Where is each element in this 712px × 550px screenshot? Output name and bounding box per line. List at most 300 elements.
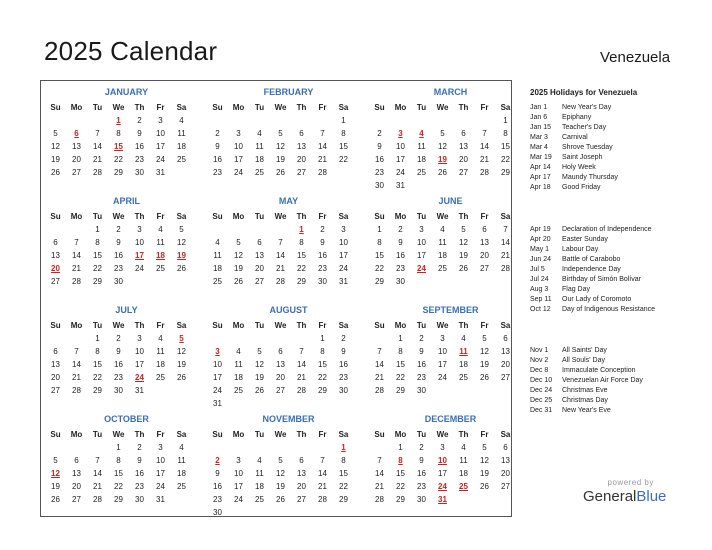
empty-cell xyxy=(45,223,66,236)
day-cell: 1 xyxy=(320,334,325,343)
holiday-date: Dec 25 xyxy=(530,397,553,404)
holiday-date: Apr 18 xyxy=(530,184,551,191)
weekday-header: We xyxy=(436,212,449,221)
month-days-grid xyxy=(45,319,192,397)
empty-cell xyxy=(270,332,291,345)
weekday-header: Mo xyxy=(232,212,245,221)
day-cell: 26 xyxy=(234,277,243,286)
day-cell: 6 xyxy=(299,456,304,465)
weekday-header: Mo xyxy=(394,430,407,439)
day-cell: 28 xyxy=(318,168,327,177)
day-cell: 8 xyxy=(341,456,346,465)
day-cell: 5 xyxy=(440,129,445,138)
day-cell: 4 xyxy=(257,129,262,138)
day-cell: 20 xyxy=(276,373,285,382)
weekday-header: We xyxy=(274,212,287,221)
holiday-day: 11 xyxy=(459,347,468,356)
empty-cell xyxy=(249,223,270,236)
day-cell: 15 xyxy=(375,251,384,260)
day-cell: 16 xyxy=(135,469,144,478)
day-cell: 27 xyxy=(459,168,468,177)
day-cell: 11 xyxy=(438,238,447,247)
day-cell: 9 xyxy=(116,347,121,356)
day-cell: 23 xyxy=(114,264,123,273)
empty-cell xyxy=(312,441,333,454)
holiday-row xyxy=(530,376,705,386)
weekday-header: Su xyxy=(50,430,61,439)
day-cell: 23 xyxy=(339,373,348,382)
day-cell: 14 xyxy=(501,238,510,247)
holiday-name: Maundy Thursday xyxy=(562,174,618,181)
day-cell: 7 xyxy=(74,238,79,247)
weekday-header: Tu xyxy=(416,321,427,330)
day-cell: 29 xyxy=(93,386,102,395)
day-cell: 20 xyxy=(72,155,81,164)
month-name: FEBRUARY xyxy=(263,87,314,97)
holiday-row xyxy=(530,386,705,396)
day-cell: 13 xyxy=(51,360,60,369)
holiday-row xyxy=(530,346,705,356)
holiday-date: Apr 14 xyxy=(530,164,551,171)
day-cell: 13 xyxy=(72,142,81,151)
weekday-header: Th xyxy=(134,103,145,112)
month-february xyxy=(207,85,354,179)
day-cell: 25 xyxy=(438,264,447,273)
holiday-name: Battle of Carabobo xyxy=(562,256,621,263)
day-cell: 13 xyxy=(297,142,306,151)
day-cell: 14 xyxy=(297,360,306,369)
day-cell: 19 xyxy=(276,482,285,491)
holiday-name: Declaration of Independence xyxy=(562,226,652,233)
holiday-day: 31 xyxy=(438,495,447,504)
day-cell: 10 xyxy=(417,238,426,247)
day-cell: 24 xyxy=(396,168,405,177)
day-cell: 21 xyxy=(93,482,102,491)
day-cell: 13 xyxy=(501,347,510,356)
day-cell: 10 xyxy=(156,129,165,138)
holiday-date: Dec 24 xyxy=(530,387,553,394)
day-cell: 23 xyxy=(417,482,426,491)
day-cell: 14 xyxy=(72,251,81,260)
day-cell: 14 xyxy=(72,360,81,369)
day-cell: 5 xyxy=(257,347,262,356)
brand-logo xyxy=(583,478,666,505)
weekday-header: Su xyxy=(50,212,61,221)
empty-cell xyxy=(45,332,66,345)
day-cell: 6 xyxy=(299,129,304,138)
day-cell: 13 xyxy=(501,456,510,465)
day-cell: 23 xyxy=(417,373,426,382)
day-cell: 2 xyxy=(377,129,382,138)
day-cell: 5 xyxy=(278,129,283,138)
day-cell: 24 xyxy=(234,495,243,504)
weekday-header: Mo xyxy=(232,103,245,112)
day-cell: 15 xyxy=(93,251,102,260)
holiday-row xyxy=(530,153,705,163)
weekday-header: Fr xyxy=(480,321,489,330)
day-cell: 25 xyxy=(234,386,243,395)
day-cell: 16 xyxy=(213,155,222,164)
weekday-header: We xyxy=(274,321,287,330)
weekday-header: Su xyxy=(212,430,223,439)
day-cell: 4 xyxy=(215,238,220,247)
day-cell: 23 xyxy=(318,264,327,273)
day-cell: 2 xyxy=(215,129,220,138)
holiday-name: Christmas Eve xyxy=(562,387,608,394)
day-cell: 22 xyxy=(318,373,327,382)
day-cell: 25 xyxy=(255,495,264,504)
day-cell: 21 xyxy=(480,155,489,164)
day-cell: 5 xyxy=(53,456,58,465)
weekday-header: Su xyxy=(50,321,61,330)
holiday-name: Easter Sunday xyxy=(562,236,608,243)
holiday-row xyxy=(530,305,705,315)
weekday-header: Th xyxy=(296,212,307,221)
holiday-row xyxy=(530,163,705,173)
holiday-date: Nov 2 xyxy=(530,357,549,364)
day-cell: 31 xyxy=(135,386,144,395)
day-cell: 26 xyxy=(276,168,285,177)
day-cell: 25 xyxy=(156,264,165,273)
weekday-header: Mo xyxy=(394,103,407,112)
page-title: 2025 Calendar xyxy=(44,36,218,66)
day-cell: 16 xyxy=(114,360,123,369)
weekday-header: We xyxy=(436,321,449,330)
day-cell: 5 xyxy=(482,334,487,343)
day-cell: 19 xyxy=(234,264,243,273)
day-cell: 13 xyxy=(51,251,60,260)
weekday-header: Sa xyxy=(500,321,511,330)
weekday-header: Tu xyxy=(254,321,265,330)
day-cell: 11 xyxy=(177,129,186,138)
day-cell: 21 xyxy=(72,264,81,273)
day-cell: 26 xyxy=(480,373,489,382)
day-cell: 12 xyxy=(438,142,447,151)
holiday-name: Epiphany xyxy=(562,114,592,121)
day-cell: 6 xyxy=(74,456,79,465)
day-cell: 1 xyxy=(503,116,508,125)
day-cell: 9 xyxy=(137,129,142,138)
day-cell: 12 xyxy=(234,251,243,260)
day-cell: 1 xyxy=(398,334,403,343)
weekday-header: We xyxy=(112,321,125,330)
day-cell: 11 xyxy=(156,347,165,356)
day-cell: 27 xyxy=(501,482,510,491)
holiday-date: Mar 4 xyxy=(530,144,548,151)
day-cell: 14 xyxy=(93,142,102,151)
day-cell: 28 xyxy=(297,386,306,395)
day-cell: 27 xyxy=(297,495,306,504)
day-cell: 29 xyxy=(318,386,327,395)
day-cell: 22 xyxy=(339,155,348,164)
day-cell: 17 xyxy=(234,155,243,164)
day-cell: 8 xyxy=(320,347,325,356)
holiday-date: Nov 1 xyxy=(530,347,549,354)
weekday-header: Tu xyxy=(254,212,265,221)
day-cell: 1 xyxy=(116,443,121,452)
day-cell: 18 xyxy=(177,469,186,478)
day-cell: 5 xyxy=(278,456,283,465)
weekday-header: Sa xyxy=(500,430,511,439)
day-cell: 6 xyxy=(53,238,58,247)
weekday-header: Fr xyxy=(156,430,165,439)
day-cell: 7 xyxy=(320,129,325,138)
day-cell: 8 xyxy=(95,347,100,356)
holiday-date: Jun 24 xyxy=(530,256,552,263)
weekday-header: We xyxy=(112,430,125,439)
day-cell: 18 xyxy=(255,155,264,164)
day-cell: 1 xyxy=(398,443,403,452)
holiday-row xyxy=(530,103,705,113)
holiday-list xyxy=(530,86,705,447)
weekday-header: Tu xyxy=(92,103,103,112)
day-cell: 6 xyxy=(482,225,487,234)
day-cell: 25 xyxy=(177,155,186,164)
empty-cell xyxy=(270,114,291,127)
day-cell: 27 xyxy=(51,277,60,286)
day-cell: 18 xyxy=(255,482,264,491)
empty-cell xyxy=(87,114,108,127)
day-cell: 17 xyxy=(234,482,243,491)
day-cell: 27 xyxy=(51,386,60,395)
weekday-header: Th xyxy=(296,321,307,330)
weekday-header: Th xyxy=(134,212,145,221)
holiday-date: Apr 17 xyxy=(530,174,551,181)
day-cell: 24 xyxy=(213,386,222,395)
day-cell: 17 xyxy=(339,251,348,260)
day-cell: 17 xyxy=(135,360,144,369)
holiday-name: New Year's Day xyxy=(562,104,612,111)
day-cell: 6 xyxy=(503,334,508,343)
weekday-header: Su xyxy=(212,103,223,112)
day-cell: 12 xyxy=(276,142,285,151)
day-cell: 2 xyxy=(320,225,325,234)
day-cell: 30 xyxy=(375,181,384,190)
day-cell: 18 xyxy=(438,251,447,260)
day-cell: 30 xyxy=(318,277,327,286)
weekday-header: Sa xyxy=(176,103,187,112)
empty-cell xyxy=(369,441,390,454)
month-name: JANUARY xyxy=(104,87,149,97)
day-cell: 10 xyxy=(339,238,348,247)
day-cell: 9 xyxy=(320,238,325,247)
day-cell: 9 xyxy=(377,142,382,151)
day-cell: 25 xyxy=(156,373,165,382)
holiday-date: Jan 6 xyxy=(530,114,548,121)
weekday-header: Sa xyxy=(338,103,349,112)
day-cell: 24 xyxy=(234,168,243,177)
holiday-date: May 1 xyxy=(530,246,550,253)
empty-cell xyxy=(66,114,87,127)
day-cell: 21 xyxy=(72,373,81,382)
day-cell: 23 xyxy=(213,168,222,177)
weekday-header: Tu xyxy=(254,103,265,112)
month-july xyxy=(45,303,192,397)
holiday-date: Apr 20 xyxy=(530,236,551,243)
weekday-header: Tu xyxy=(92,212,103,221)
day-cell: 11 xyxy=(156,238,165,247)
day-cell: 28 xyxy=(72,386,81,395)
day-cell: 10 xyxy=(156,456,165,465)
day-cell: 28 xyxy=(375,495,384,504)
month-days-grid xyxy=(207,210,354,288)
holiday-date: Oct 12 xyxy=(530,306,551,313)
weekday-header: Su xyxy=(374,212,385,221)
day-cell: 27 xyxy=(480,264,489,273)
holiday-group xyxy=(530,103,705,193)
empty-cell xyxy=(207,332,228,345)
day-cell: 10 xyxy=(438,347,447,356)
empty-cell xyxy=(228,332,249,345)
empty-cell xyxy=(66,332,87,345)
day-cell: 14 xyxy=(375,360,384,369)
day-cell: 12 xyxy=(459,238,468,247)
month-days-grid xyxy=(369,101,516,192)
day-cell: 13 xyxy=(255,251,264,260)
day-cell: 25 xyxy=(459,373,468,382)
month-days-grid xyxy=(369,319,516,397)
day-cell: 7 xyxy=(482,129,487,138)
holiday-name: Good Friday xyxy=(562,184,601,191)
weekday-header: Th xyxy=(458,103,469,112)
holiday-day: 6 xyxy=(74,129,79,138)
day-cell: 11 xyxy=(213,251,222,260)
day-cell: 14 xyxy=(318,469,327,478)
day-cell: 4 xyxy=(461,443,466,452)
holiday-day: 20 xyxy=(51,264,60,273)
day-cell: 23 xyxy=(375,168,384,177)
day-cell: 22 xyxy=(114,482,123,491)
weekday-header: Sa xyxy=(176,430,187,439)
month-days-grid xyxy=(45,210,192,288)
weekday-header: Fr xyxy=(156,212,165,221)
calendar-grid xyxy=(40,80,512,517)
day-cell: 28 xyxy=(480,168,489,177)
day-cell: 14 xyxy=(375,469,384,478)
day-cell: 24 xyxy=(156,155,165,164)
empty-cell xyxy=(432,114,453,127)
weekday-header: Th xyxy=(296,103,307,112)
day-cell: 6 xyxy=(53,347,58,356)
day-cell: 26 xyxy=(459,264,468,273)
day-cell: 6 xyxy=(461,129,466,138)
day-cell: 24 xyxy=(339,264,348,273)
weekday-header: Fr xyxy=(318,321,327,330)
day-cell: 6 xyxy=(257,238,262,247)
empty-cell xyxy=(291,114,312,127)
day-cell: 4 xyxy=(179,116,184,125)
day-cell: 18 xyxy=(234,373,243,382)
day-cell: 20 xyxy=(501,469,510,478)
day-cell: 7 xyxy=(503,225,508,234)
day-cell: 31 xyxy=(156,495,165,504)
empty-cell xyxy=(369,332,390,345)
empty-cell xyxy=(369,114,390,127)
month-december xyxy=(369,412,516,506)
weekday-header: Th xyxy=(458,430,469,439)
day-cell: 28 xyxy=(318,495,327,504)
holiday-date: Sep 11 xyxy=(530,296,552,303)
day-cell: 12 xyxy=(255,360,264,369)
day-cell: 23 xyxy=(135,482,144,491)
day-cell: 7 xyxy=(299,347,304,356)
day-cell: 11 xyxy=(255,469,264,478)
day-cell: 29 xyxy=(114,168,123,177)
day-cell: 27 xyxy=(72,168,81,177)
day-cell: 29 xyxy=(339,495,348,504)
weekday-header: Mo xyxy=(394,321,407,330)
holiday-day: 17 xyxy=(135,251,144,260)
holiday-row xyxy=(530,295,705,305)
day-cell: 31 xyxy=(213,399,222,408)
holiday-date: Dec 8 xyxy=(530,367,549,374)
empty-cell xyxy=(270,441,291,454)
day-cell: 10 xyxy=(234,142,243,151)
day-cell: 12 xyxy=(51,142,60,151)
day-cell: 2 xyxy=(341,334,346,343)
holiday-day: 25 xyxy=(459,482,468,491)
day-cell: 26 xyxy=(276,495,285,504)
holiday-name: Immaculate Conception xyxy=(562,367,636,374)
day-cell: 25 xyxy=(255,168,264,177)
day-cell: 28 xyxy=(501,264,510,273)
day-cell: 18 xyxy=(156,360,165,369)
empty-cell xyxy=(249,114,270,127)
day-cell: 10 xyxy=(396,142,405,151)
day-cell: 18 xyxy=(213,264,222,273)
month-april xyxy=(45,194,192,288)
weekday-header: Tu xyxy=(92,430,103,439)
day-cell: 19 xyxy=(177,360,186,369)
day-cell: 20 xyxy=(459,155,468,164)
day-cell: 3 xyxy=(158,443,163,452)
weekday-header: Mo xyxy=(70,103,83,112)
day-cell: 16 xyxy=(417,360,426,369)
day-cell: 26 xyxy=(177,373,186,382)
day-cell: 2 xyxy=(116,334,121,343)
day-cell: 4 xyxy=(158,334,163,343)
day-cell: 2 xyxy=(419,334,424,343)
holiday-day: 5 xyxy=(179,334,184,343)
day-cell: 21 xyxy=(318,482,327,491)
day-cell: 14 xyxy=(93,469,102,478)
holiday-row xyxy=(530,275,705,285)
empty-cell xyxy=(45,114,66,127)
weekday-header: Sa xyxy=(176,321,187,330)
day-cell: 14 xyxy=(318,142,327,151)
day-cell: 11 xyxy=(459,456,468,465)
day-cell: 11 xyxy=(234,360,243,369)
weekday-header: Fr xyxy=(318,103,327,112)
holiday-date: Dec 31 xyxy=(530,407,553,414)
weekday-header: Th xyxy=(458,212,469,221)
holiday-date: Dec 10 xyxy=(530,377,553,384)
day-cell: 30 xyxy=(135,168,144,177)
empty-cell xyxy=(228,441,249,454)
empty-cell xyxy=(411,114,432,127)
day-cell: 3 xyxy=(419,225,424,234)
day-cell: 29 xyxy=(297,277,306,286)
day-cell: 6 xyxy=(503,443,508,452)
day-cell: 22 xyxy=(93,264,102,273)
day-cell: 23 xyxy=(213,495,222,504)
day-cell: 10 xyxy=(213,360,222,369)
day-cell: 8 xyxy=(398,347,403,356)
day-cell: 20 xyxy=(501,360,510,369)
holiday-name: All Souls' Day xyxy=(562,357,605,364)
day-cell: 12 xyxy=(177,347,186,356)
day-cell: 7 xyxy=(95,456,100,465)
